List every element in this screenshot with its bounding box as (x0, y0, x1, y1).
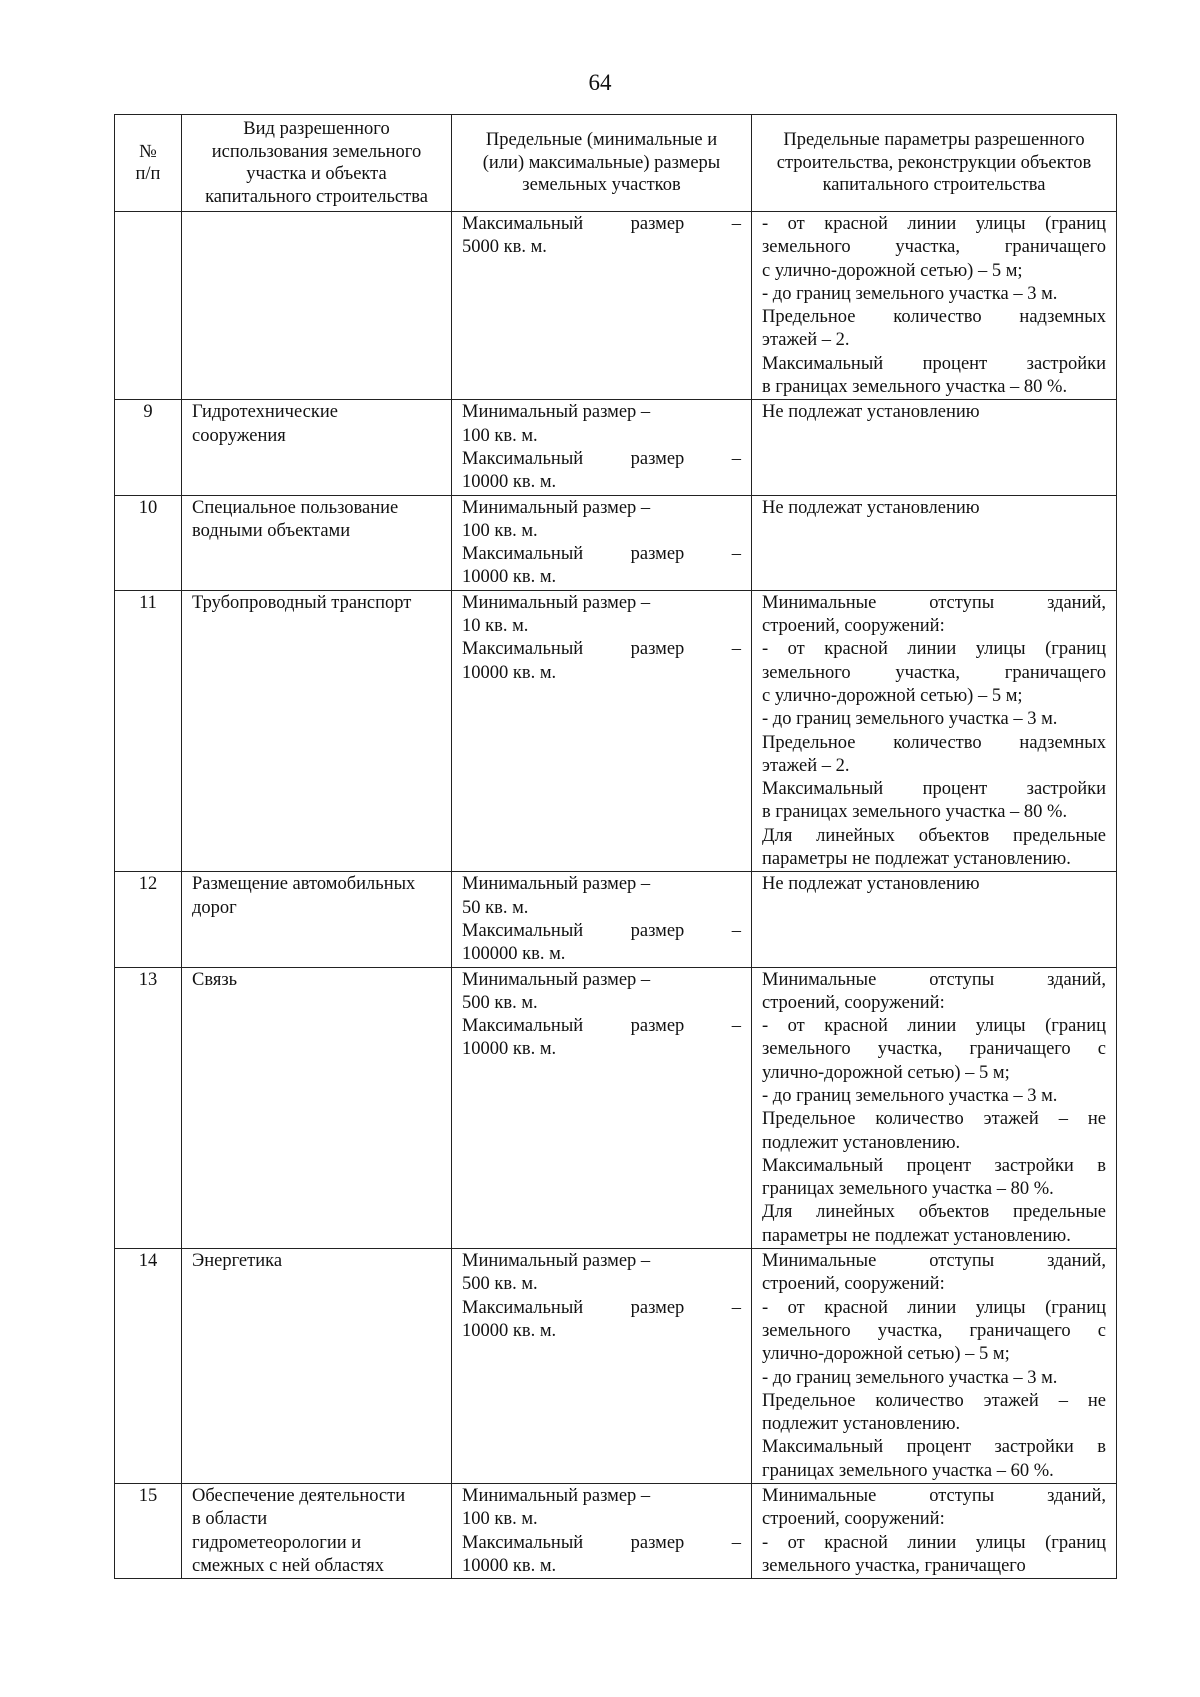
use-type-cell (182, 967, 452, 1249)
construction-params-line: Не подлежат установлению (762, 874, 980, 895)
table-header-row (115, 115, 1117, 212)
table-body (115, 212, 1117, 1579)
plot-size-line: Максимальный размер – (462, 544, 741, 565)
construction-params-line: параметры не подлежат установлению. (762, 849, 1071, 870)
use-type-cell (182, 495, 452, 590)
header-text-line: строительства, реконструкции объектов (776, 152, 1092, 173)
header-number (115, 115, 182, 212)
construction-params-line: с улично-дорожной сетью) – 5 м; (762, 260, 1023, 281)
page-number: 64 (588, 70, 612, 95)
plot-size-line: Минимальный размер – (462, 402, 651, 423)
plot-size-line: 500 кв. м. (462, 992, 538, 1013)
plot-size-cell (452, 1249, 752, 1484)
plot-size-line: Минимальный размер – (462, 1251, 651, 1272)
construction-params-line: - от красной линии улицы (границ (762, 1016, 1106, 1037)
use-type-line: водными объектами (192, 520, 351, 541)
plot-size-line: 100000 кв. м. (462, 944, 566, 965)
plot-size-line: Минимальный размер – (462, 592, 651, 613)
row-number-cell: 13 (115, 967, 182, 1249)
construction-params-line: в границах земельного участка – 80 %. (762, 802, 1068, 823)
plot-size-line: 5000 кв. м. (462, 237, 547, 258)
plot-size-line: Минимальный размер – (462, 969, 651, 990)
plot-size-line: 100 кв. м. (462, 1509, 538, 1530)
construction-params-cell (752, 590, 1117, 872)
plot-size-line: Максимальный размер – (462, 920, 741, 941)
row-number-cell: 9 (115, 400, 182, 495)
plot-size-cell (452, 400, 752, 495)
use-type-cell (182, 1249, 452, 1484)
table-row (115, 212, 1117, 400)
plot-size-line: 10 кв. м. (462, 616, 529, 637)
construction-params-line: Минимальные отступы зданий, (762, 1251, 1106, 1272)
plot-size-line: Минимальный размер – (462, 874, 651, 895)
header-text-line: Вид разрешенного (243, 119, 390, 139)
header-text-line: участка и объекта (246, 164, 387, 184)
construction-params-cell (752, 495, 1117, 590)
plot-size-line: 10000 кв. м. (462, 567, 557, 588)
use-type-cell (182, 590, 452, 872)
construction-params-line: - от красной линии улицы (границ (762, 639, 1106, 660)
header-construction-params (752, 115, 1117, 212)
table-row (115, 495, 1117, 590)
construction-params-line: границах земельного участка – 60 %. (762, 1460, 1054, 1481)
construction-params-line: - до границ земельного участка – 3 м. (762, 283, 1058, 304)
construction-params-line: строений, сооружений: (762, 1509, 945, 1530)
construction-params-line: в границах земельного участка – 80 %. (762, 377, 1068, 398)
plot-size-line: 10000 кв. м. (462, 1555, 557, 1576)
plot-size-cell (452, 212, 752, 400)
construction-params-line: земельного участка, граничащего (762, 237, 1106, 258)
construction-params-line: Не подлежат установлению (762, 402, 980, 423)
header-text-line: капитального строительства (205, 186, 428, 207)
construction-params-line: Предельное количество этажей – не (762, 1109, 1106, 1130)
use-type-cell (182, 872, 452, 967)
row-number-cell: 11 (115, 590, 182, 872)
header-text-line: п/п (135, 164, 161, 184)
header-text-line: капитального строительства (822, 175, 1046, 196)
plot-size-cell (452, 967, 752, 1249)
construction-params-cell (752, 1249, 1117, 1484)
row-number-cell: 14 (115, 1249, 182, 1484)
plot-size-line: Максимальный размер – (462, 448, 741, 469)
construction-params-line: этажей – 2. (762, 755, 850, 776)
row-number-cell: 15 (115, 1484, 182, 1579)
construction-params-line: - от красной линии улицы (границ (762, 214, 1106, 234)
construction-params-line: Предельное количество надземных (762, 732, 1106, 753)
header-plot-size (452, 115, 752, 212)
header-use-type (182, 115, 452, 212)
construction-params-cell (752, 212, 1117, 400)
construction-params-line: улично-дорожной сетью) – 5 м; (762, 1344, 1010, 1365)
table-row (115, 872, 1117, 967)
construction-params-line: строений, сооружений: (762, 616, 945, 637)
use-type-line: Связь (192, 969, 238, 990)
plot-size-line: 10000 кв. м. (462, 472, 557, 493)
construction-params-line: - до границ земельного участка – 3 м. (762, 709, 1058, 730)
construction-params-line: улично-дорожной сетью) – 5 м; (762, 1062, 1010, 1083)
header-text-line: Предельные параметры разрешенного (783, 130, 1085, 151)
use-type-cell (182, 212, 452, 400)
plot-size-cell (452, 590, 752, 872)
plot-size-line: 100 кв. м. (462, 520, 538, 541)
plot-size-cell (452, 872, 752, 967)
plot-size-line: Минимальный размер – (462, 1486, 651, 1507)
row-number-cell: 12 (115, 872, 182, 967)
header-text-line: использования земельного (211, 141, 422, 162)
construction-params-line: Минимальные отступы зданий, (762, 1486, 1106, 1507)
use-type-line: Трубопроводный транспорт (192, 592, 412, 613)
row-number-cell: 10 (115, 495, 182, 590)
row-number-cell (115, 212, 182, 400)
construction-params-line: - от красной линии улицы (границ (762, 1297, 1106, 1318)
header-text-line: земельных участков (522, 175, 681, 196)
use-type-line: смежных с ней областях (192, 1555, 385, 1576)
construction-params-line: границах земельного участка – 80 %. (762, 1179, 1054, 1200)
construction-params-line: Минимальные отступы зданий, (762, 969, 1106, 990)
construction-params-line: - от красной линии улицы (границ (762, 1532, 1106, 1553)
plot-size-cell (452, 495, 752, 590)
plot-size-line: 50 кв. м. (462, 897, 529, 918)
use-type-line: Размещение автомобильных (192, 874, 416, 895)
construction-params-line: земельного участка, граничащего (762, 662, 1106, 683)
table-row (115, 967, 1117, 1249)
use-type-line: дорог (192, 897, 237, 918)
construction-params-cell (752, 400, 1117, 495)
construction-params-line: земельного участка, граничащего (762, 1555, 1026, 1576)
use-type-cell (182, 400, 452, 495)
header-text-line: Предельные (минимальные и (485, 130, 718, 151)
table-row (115, 590, 1117, 872)
header-text-line: № (139, 141, 157, 162)
construction-params-line: Не подлежат установлению (762, 497, 980, 518)
construction-params-line: Максимальный процент застройки в (762, 1437, 1106, 1458)
construction-params-line: строений, сооружений: (762, 992, 945, 1013)
plot-size-line: Максимальный размер – (462, 214, 741, 234)
use-type-line: сооружения (192, 425, 286, 446)
use-type-line: в области (192, 1509, 268, 1530)
use-type-line: Энергетика (192, 1251, 283, 1272)
construction-params-cell (752, 967, 1117, 1249)
construction-params-line: подлежит установлению. (762, 1414, 961, 1435)
plot-size-line: 10000 кв. м. (462, 662, 557, 683)
plot-size-line: 10000 кв. м. (462, 1320, 557, 1341)
plot-size-line: Минимальный размер – (462, 497, 651, 518)
construction-params-line: Максимальный процент застройки в (762, 1155, 1106, 1176)
table-row (115, 1484, 1117, 1579)
construction-params-line: с улично-дорожной сетью) – 5 м; (762, 685, 1023, 706)
plot-size-line: Максимальный размер – (462, 1532, 741, 1553)
construction-params-line: Предельное количество надземных (762, 307, 1106, 328)
plot-size-line: Максимальный размер – (462, 1297, 741, 1318)
use-type-line: гидрометеорологии и (192, 1532, 362, 1553)
use-type-line: Специальное пользование (192, 497, 399, 518)
construction-params-line: Максимальный процент застройки (762, 353, 1106, 374)
construction-params-line: земельного участка, граничащего с (762, 1039, 1106, 1060)
plot-size-cell (452, 1484, 752, 1579)
construction-params-line: Максимальный процент застройки (762, 779, 1106, 800)
use-type-cell (182, 1484, 452, 1579)
construction-params-cell (752, 872, 1117, 967)
construction-params-line: - до границ земельного участка – 3 м. (762, 1085, 1058, 1106)
construction-params-line: земельного участка, граничащего с (762, 1320, 1106, 1341)
construction-params-line: этажей – 2. (762, 330, 850, 351)
construction-params-line: строений, сооружений: (762, 1274, 945, 1295)
construction-params-line: - до границ земельного участка – 3 м. (762, 1367, 1058, 1388)
construction-params-cell (752, 1484, 1117, 1579)
construction-params-line: Для линейных объектов предельные (762, 825, 1106, 846)
construction-params-line: подлежит установлению. (762, 1132, 961, 1153)
construction-params-line: Для линейных объектов предельные (762, 1202, 1106, 1223)
construction-params-line: Предельное количество этажей – не (762, 1390, 1106, 1411)
land-use-table (114, 114, 1117, 1579)
construction-params-line: Минимальные отступы зданий, (762, 592, 1106, 613)
construction-params-line: параметры не подлежат установлению. (762, 1225, 1071, 1246)
plot-size-line: 10000 кв. м. (462, 1039, 557, 1060)
plot-size-line: 500 кв. м. (462, 1274, 538, 1295)
table-row (115, 400, 1117, 495)
table-row (115, 1249, 1117, 1484)
header-text-line: (или) максимальные) размеры (482, 152, 721, 173)
plot-size-line: Максимальный размер – (462, 639, 741, 660)
plot-size-line: Максимальный размер – (462, 1016, 741, 1037)
use-type-line: Обеспечение деятельности (192, 1486, 406, 1507)
use-type-line: Гидротехнические (192, 402, 338, 423)
plot-size-line: 100 кв. м. (462, 425, 538, 446)
